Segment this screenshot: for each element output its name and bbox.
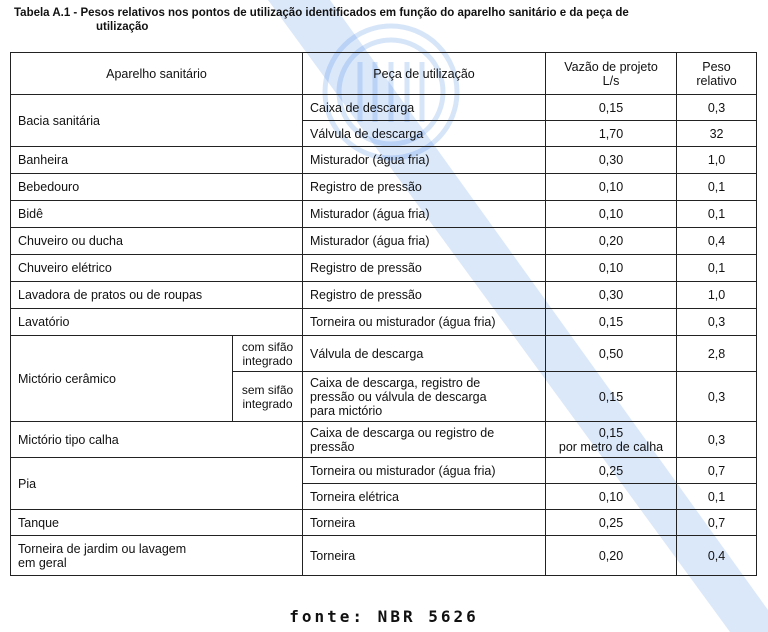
apparatus-cell: Pia [11,458,303,510]
piece-cell [303,372,546,422]
weight-cell: 0,1 [677,484,757,510]
table-row [11,282,757,309]
header-flow-line1: Vazão de projeto [564,59,658,74]
piece-line2: pressão ou válvula de descarga [310,389,487,404]
apparatus-cell: Banheira [11,147,303,174]
header-weight-line2: relativo [696,73,737,88]
weight-cell: 0,1 [677,201,757,228]
weight-cell: 0,3 [677,95,757,121]
table-row [11,458,757,484]
piece-line3: para mictório [310,403,383,418]
apparatus-line2: em geral [18,555,67,570]
apparatus-cell: Bacia sanitária [11,95,303,147]
flow-cell: 0,30 [546,282,677,309]
apparatus-cell: Lavatório [11,309,303,336]
weight-cell: 1,0 [677,147,757,174]
flow-cell: 0,30 [546,147,677,174]
flow-cell: 0,15 [546,372,677,422]
header-flow [546,53,677,95]
flow-cell: 0,20 [546,536,677,576]
subtype-cell [233,336,303,372]
piece-cell: Torneira [303,536,546,576]
subtype-line2: integrado [242,396,293,411]
weight-cell: 0,4 [677,228,757,255]
weight-cell: 0,4 [677,536,757,576]
piece-line2: pressão [310,439,355,454]
piece-cell: Registro de pressão [303,282,546,309]
flow-cell: 1,70 [546,121,677,147]
piece-cell: Torneira [303,510,546,536]
flow-cell [546,422,677,458]
weight-cell: 0,3 [677,372,757,422]
piece-cell: Registro de pressão [303,174,546,201]
subtype-line1: com sifão [241,339,294,354]
apparatus-cell: Bidê [11,201,303,228]
weight-cell: 0,7 [677,458,757,484]
flow-cell: 0,10 [546,255,677,282]
table-row [11,147,757,174]
table-row [11,228,757,255]
piece-cell: Torneira ou misturador (água fria) [303,309,546,336]
weight-cell: 0,3 [677,309,757,336]
apparatus-cell: Bebedouro [11,174,303,201]
apparatus-cell: Mictório cerâmico [11,336,233,422]
flow-cell: 0,10 [546,484,677,510]
weight-cell: 0,7 [677,510,757,536]
header-flow-unit: L/s [602,73,620,88]
table-title-line2: utilização [96,21,149,33]
apparatus-cell: Tanque [11,510,303,536]
header-piece: Peça de utilização [303,53,546,95]
table-row [11,201,757,228]
subtype-cell [233,372,303,422]
weights-table [10,52,757,576]
flow-value: 0,15 [598,425,624,440]
subtype-line1: sem sifão [241,382,294,397]
table-header-row [11,53,757,95]
weight-cell: 32 [677,121,757,147]
flow-cell: 0,50 [546,336,677,372]
header-apparatus: Aparelho sanitário [11,53,303,95]
table-row [11,309,757,336]
flow-cell: 0,10 [546,201,677,228]
subtype-line2: integrado [242,353,293,368]
flow-cell: 0,25 [546,458,677,484]
table-row [11,336,757,372]
piece-line1: Caixa de descarga ou registro de [310,425,495,440]
table-row [11,95,757,121]
flow-cell: 0,15 [546,309,677,336]
piece-cell [303,422,546,458]
header-weight-line1: Peso [702,59,731,74]
apparatus-line1: Torneira de jardim ou lavagem [18,541,187,556]
flow-cell: 0,10 [546,174,677,201]
apparatus-cell: Chuveiro elétrico [11,255,303,282]
apparatus-cell: Chuveiro ou ducha [11,228,303,255]
flow-cell: 0,20 [546,228,677,255]
flow-cell: 0,15 [546,95,677,121]
piece-cell: Misturador (água fria) [303,147,546,174]
flow-cell: 0,25 [546,510,677,536]
piece-cell: Válvula de descarga [303,336,546,372]
table-row [11,174,757,201]
apparatus-cell: Lavadora de pratos ou de roupas [11,282,303,309]
piece-cell: Torneira ou misturador (água fria) [303,458,546,484]
weight-cell: 0,1 [677,255,757,282]
header-weight [677,53,757,95]
piece-cell: Torneira elétrica [303,484,546,510]
table-title [14,6,754,34]
table-row [11,510,757,536]
source-caption: fonte: NBR 5626 [289,607,479,626]
piece-cell: Válvula de descarga [303,121,546,147]
piece-cell: Caixa de descarga [303,95,546,121]
table-row [11,422,757,458]
apparatus-cell: Mictório tipo calha [11,422,303,458]
apparatus-cell [11,536,303,576]
table-title-line1: Tabela A.1 - Pesos relativos nos pontos de utilização identificados em função do aparelho sanitário e da peça de [14,7,629,19]
piece-line1: Caixa de descarga, registro de [310,375,481,390]
piece-cell: Misturador (água fria) [303,201,546,228]
weight-cell: 0,1 [677,174,757,201]
weight-cell: 0,3 [677,422,757,458]
table-row [11,255,757,282]
piece-cell: Registro de pressão [303,255,546,282]
flow-note: por metro de calha [558,439,664,454]
weight-cell: 1,0 [677,282,757,309]
weight-cell: 2,8 [677,336,757,372]
table-row [11,536,757,576]
piece-cell: Misturador (água fria) [303,228,546,255]
